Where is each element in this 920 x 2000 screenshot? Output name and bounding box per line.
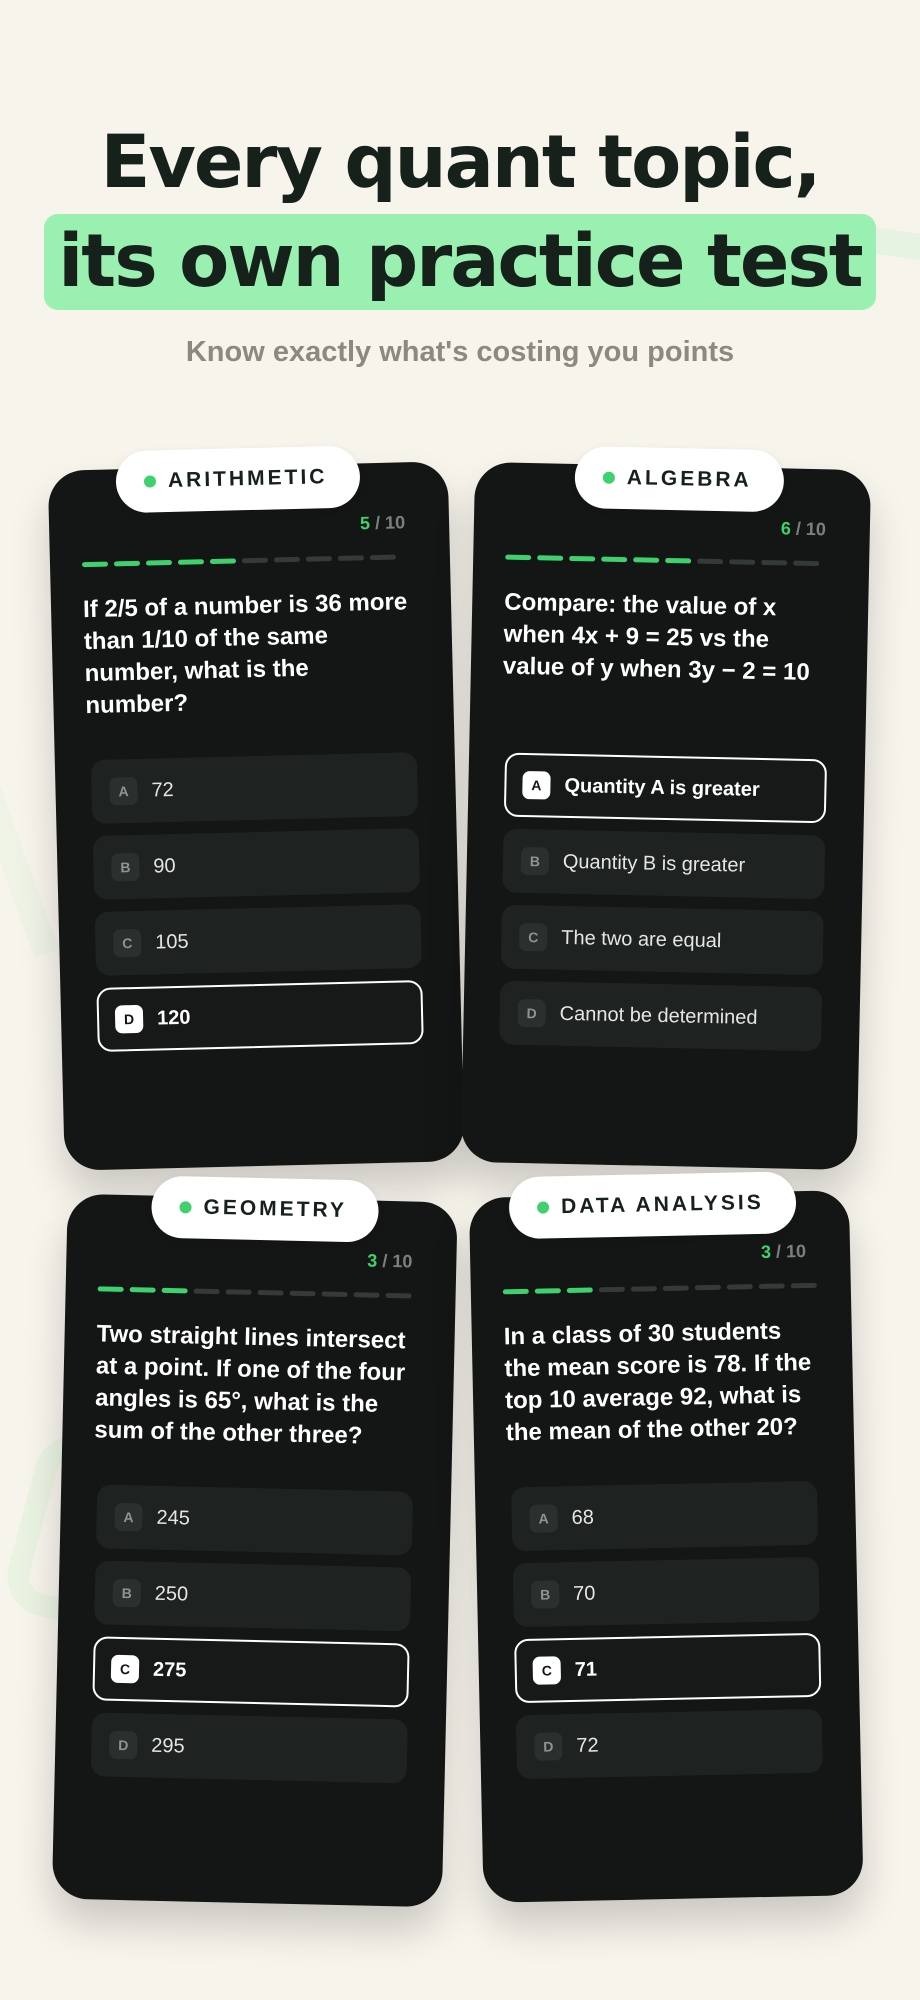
card-body <box>48 461 465 1171</box>
option-text: 90 <box>153 854 176 878</box>
option-text: 70 <box>572 1581 596 1605</box>
answer-option-a[interactable] <box>504 753 827 824</box>
card-body <box>52 1194 458 1908</box>
option-text: 105 <box>154 930 189 953</box>
progress-segment-pending <box>727 1284 753 1290</box>
progress-count: 3 / 10 <box>367 1250 413 1272</box>
option-letter-badge: B <box>521 847 550 876</box>
answer-options <box>511 1481 823 1779</box>
option-letter-badge: D <box>534 1732 563 1761</box>
progress-segment-complete <box>601 557 627 563</box>
topic-label: GEOMETRY <box>203 1195 348 1222</box>
progress-segment-complete <box>162 1288 188 1294</box>
progress-segment-pending <box>386 1293 412 1299</box>
answer-option-d[interactable] <box>499 981 822 1052</box>
option-text: Cannot be determined <box>559 1002 758 1029</box>
status-dot <box>603 472 615 484</box>
option-text: 120 <box>156 1006 191 1029</box>
subtitle: Know exactly what's costing you points <box>185 336 735 368</box>
quiz-card-data-analysis <box>468 1170 863 1903</box>
answer-options <box>499 753 827 1052</box>
card-body <box>469 1190 864 1903</box>
answer-option-b[interactable] <box>513 1557 820 1627</box>
progress-count: 6 / 10 <box>780 518 827 540</box>
progress-segment-complete <box>146 560 172 566</box>
answer-option-a[interactable] <box>91 752 418 824</box>
option-text: 72 <box>151 778 175 802</box>
answer-option-d[interactable] <box>91 1712 408 1783</box>
card-body <box>461 462 872 1170</box>
progress-segment-pending <box>761 560 787 566</box>
progress-segment-complete <box>114 561 140 567</box>
option-text: 295 <box>151 1734 185 1757</box>
status-dot <box>537 1201 549 1213</box>
option-text: Quantity A is greater <box>564 774 760 801</box>
headline-line-1: Every quant topic, <box>100 120 820 205</box>
progress-bar <box>503 1283 817 1295</box>
progress-segment-complete <box>665 558 691 564</box>
quiz-card-algebra <box>461 444 872 1172</box>
progress-segment-pending <box>663 1285 689 1291</box>
progress-segment-pending <box>759 1283 785 1289</box>
option-letter-badge: C <box>519 923 548 952</box>
topic-label: ALGEBRA <box>626 466 752 492</box>
progress-segment-pending <box>695 1285 721 1291</box>
answer-option-d[interactable] <box>96 980 423 1052</box>
progress-segment-pending <box>322 1291 348 1297</box>
progress-segment-complete <box>569 556 595 562</box>
answer-option-c[interactable] <box>514 1633 821 1703</box>
answer-option-c[interactable] <box>501 905 824 976</box>
progress-segment-complete <box>567 1287 593 1293</box>
option-letter-badge: B <box>111 853 140 882</box>
topic-pill <box>151 1176 380 1243</box>
topic-label: ARITHMETIC <box>167 465 328 493</box>
option-letter-badge: C <box>532 1656 561 1685</box>
question-text: If 2/5 of a number is 36 more than 1/10 of the same number, what is the number? <box>82 588 408 720</box>
option-text: 71 <box>574 1657 598 1681</box>
hero <box>0 118 920 369</box>
progress-segment-complete <box>633 557 659 563</box>
progress-segment-complete <box>178 559 204 565</box>
progress-segment-pending <box>631 1286 657 1292</box>
progress-segment-complete <box>210 558 236 564</box>
status-dot <box>179 1201 191 1213</box>
progress-segment-pending <box>793 561 819 567</box>
progress-segment-pending <box>599 1287 625 1293</box>
option-letter-badge: B <box>531 1580 560 1609</box>
progress-bar <box>505 555 819 567</box>
answer-option-b[interactable] <box>94 1560 411 1631</box>
progress-segment-pending <box>242 558 268 564</box>
quiz-card-arithmetic <box>47 443 464 1173</box>
topic-pill <box>508 1171 796 1239</box>
question-text: Two straight lines intersect at a point. If one of the four angles is 65°, what is the sum of the other three? <box>94 1320 406 1450</box>
option-letter-badge: C <box>113 929 142 958</box>
option-letter-badge: D <box>109 1731 138 1760</box>
progress-segment-pending <box>697 559 723 565</box>
topic-pill <box>115 445 360 513</box>
option-letter-badge: A <box>522 771 551 800</box>
answer-option-a[interactable] <box>511 1481 818 1551</box>
option-text: 250 <box>154 1582 189 1605</box>
progress-segment-pending <box>306 556 332 562</box>
progress-segment-pending <box>338 555 364 561</box>
progress-segment-pending <box>791 1283 817 1289</box>
progress-segment-complete <box>537 555 563 561</box>
progress-bar <box>82 555 396 568</box>
progress-segment-pending <box>258 1290 284 1296</box>
answer-option-c[interactable] <box>94 904 421 976</box>
question-text: In a class of 30 students the mean score is 78. If the top 10 average 92, what is the mean of the other 20? <box>503 1317 812 1447</box>
progress-segment-pending <box>354 1292 380 1298</box>
progress-count: 3 / 10 <box>760 1241 807 1262</box>
progress-segment-pending <box>729 559 755 565</box>
option-text: The two are equal <box>561 926 722 952</box>
option-text: 68 <box>571 1506 595 1529</box>
option-letter-badge: C <box>111 1655 140 1684</box>
option-text: 72 <box>576 1733 599 1757</box>
option-text: Quantity B is greater <box>562 850 746 877</box>
progress-segment-pending <box>226 1289 252 1295</box>
progress-segment-pending <box>290 1291 316 1297</box>
answer-option-b[interactable] <box>502 829 825 900</box>
progress-segment-complete <box>98 1286 124 1292</box>
progress-segment-complete <box>535 1288 561 1294</box>
answer-options <box>91 1484 414 1783</box>
option-letter-badge: A <box>109 777 138 806</box>
option-letter-badge: A <box>529 1504 558 1533</box>
topic-label: DATA ANALYSIS <box>560 1190 764 1219</box>
answer-options <box>91 752 424 1052</box>
progress-count: 5 / 10 <box>359 512 406 534</box>
headline-line-2-highlighted: its own practice test <box>44 214 875 310</box>
answer-option-b[interactable] <box>93 828 420 900</box>
topic-pill <box>574 446 784 512</box>
option-text: 245 <box>156 1506 191 1530</box>
option-letter-badge: D <box>517 999 546 1028</box>
quiz-card-geometry <box>52 1174 458 1908</box>
option-letter-badge: B <box>112 1579 141 1608</box>
progress-segment-pending <box>194 1289 220 1295</box>
progress-bar <box>98 1286 412 1298</box>
answer-option-d[interactable] <box>516 1709 823 1779</box>
progress-segment-complete <box>503 1289 529 1295</box>
progress-segment-pending <box>274 557 300 563</box>
answer-option-c[interactable] <box>92 1636 409 1707</box>
option-text: 275 <box>152 1658 187 1681</box>
answer-option-a[interactable] <box>96 1484 413 1555</box>
status-dot <box>144 475 156 487</box>
option-letter-badge: D <box>115 1005 144 1034</box>
progress-segment-complete <box>505 555 531 561</box>
progress-segment-pending <box>370 555 396 561</box>
progress-segment-complete <box>82 562 108 568</box>
question-text: Compare: the value of x when 4x + 9 = 25 vs the value of y when 3y − 2 = 10 <box>502 588 810 686</box>
option-letter-badge: A <box>114 1503 143 1532</box>
progress-segment-complete <box>130 1287 156 1293</box>
